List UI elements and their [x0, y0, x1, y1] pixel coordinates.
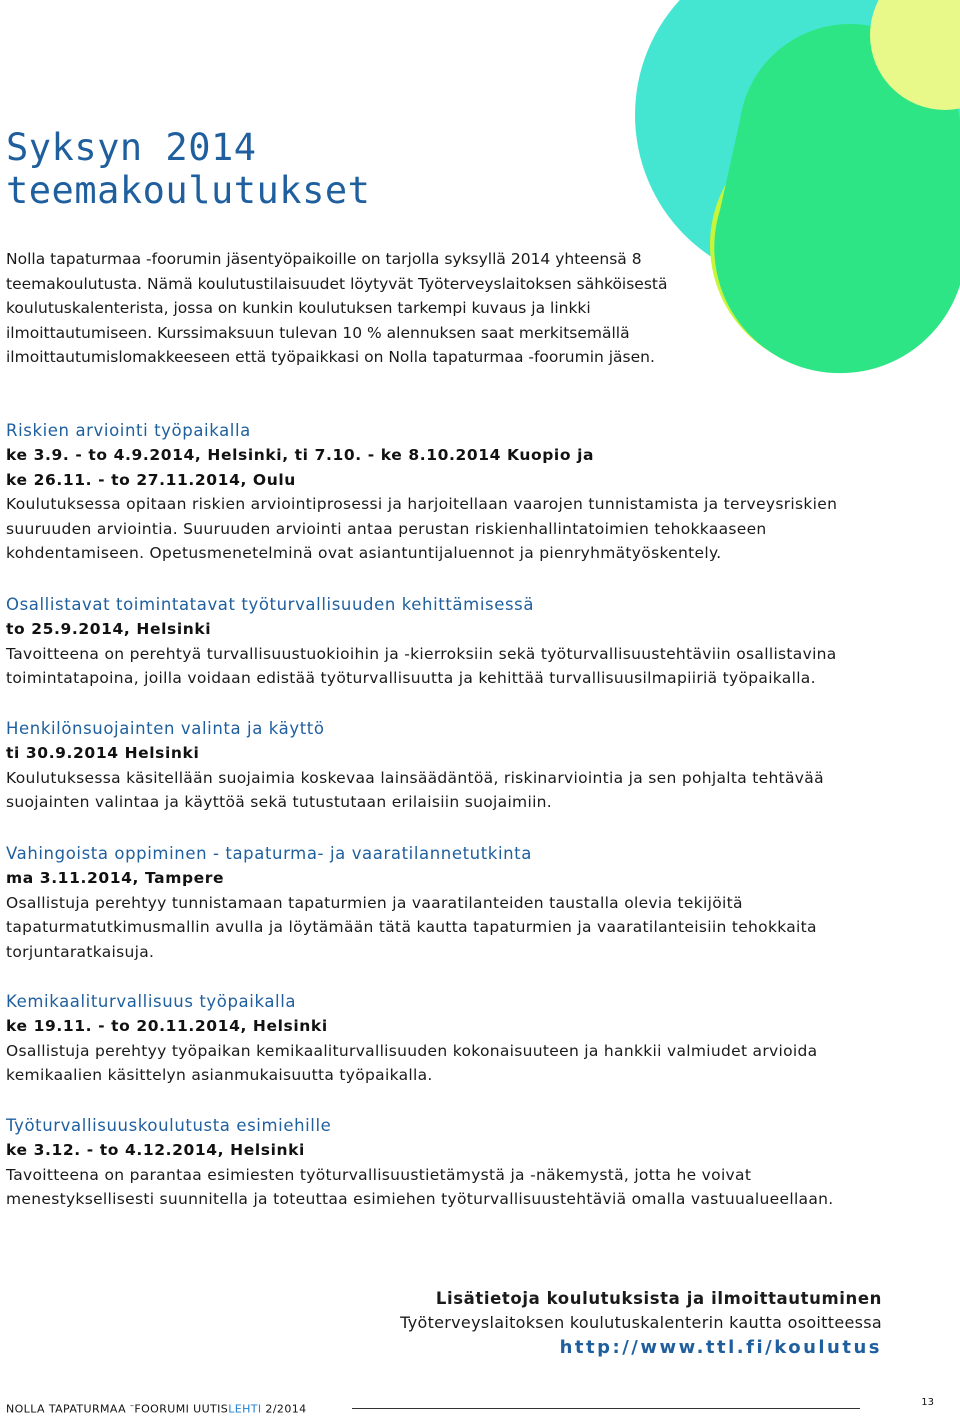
- desc-line: Koulutuksessa käsitellään suojaimia koskevaa lainsäädäntöä, riskinarviointia ja sen pohjalta tehtävää: [6, 768, 824, 787]
- course-description: [6, 891, 906, 965]
- desc-line: suuruuden arviointia. Suuruuden arviointi antaa perustan riskienhallintatoimien tehokkaaseen: [6, 519, 767, 538]
- desc-line: torjuntaratkaisuja.: [6, 942, 155, 961]
- course-title: Osallistavat toimintatavat työturvallisuuden kehittämisessä: [6, 595, 535, 614]
- date-line: ke 3.12. - to 4.12.2014, Helsinki: [6, 1141, 305, 1159]
- course-description: [6, 492, 906, 566]
- mag-highlight: LEHTI: [228, 1402, 262, 1416]
- mag-prefix: NOLLA TAPATURMAA: [6, 1402, 130, 1416]
- desc-line: Koulutuksessa opitaan riskien arviointiprosessi ja harjoitellaan vaarojen tunnistamista ja terveysriskien: [6, 495, 838, 513]
- desc-line: Osallistuja perehtyy tunnistamaan tapaturmien ja vaaratilanteiden taustalla olevia tekijöitä: [6, 893, 743, 912]
- page-number: 13: [921, 1397, 934, 1408]
- page-footer: [6, 1396, 936, 1416]
- course-henkilonsuojaimet: [6, 716, 906, 815]
- course-title: Kemikaaliturvallisuus työpaikalla: [6, 992, 297, 1011]
- mag-dash: –: [129, 1401, 135, 1410]
- course-dates: [6, 741, 906, 766]
- desc-line: kohdentamiseen. Opetusmenetelminä ovat asiantuntijaluennot ja pienryhmätyöskentely.: [6, 544, 722, 562]
- more-info-text: Työterveyslaitoksen koulutuskalenterin kautta osoitteessa: [400, 1313, 882, 1332]
- course-description: [6, 642, 906, 691]
- desc-line: Osallistuja perehtyy työpaikan kemikaaliturvallisuuden kokonaisuuteen ja hankkii valmiudet arvioida: [6, 1041, 818, 1060]
- date-line: ke 26.11. - to 27.11.2014, Oulu: [6, 470, 296, 489]
- mag-mid: FOORUMI UUTIS: [134, 1402, 229, 1416]
- course-dates: [6, 866, 906, 891]
- issue-number: 2/2014: [261, 1402, 307, 1416]
- course-kemikaaliturvallisuus: [6, 989, 906, 1088]
- intro-line: koulutuskalenterista, jossa on kunkin koulutuksen tarkempi kuvaus ja linkki: [6, 299, 591, 318]
- desc-line: menestyksellisesti suunnitella ja toteuttaa esimiehen työturvallisuustehtäviä omalla vastuualueellaan.: [6, 1190, 834, 1208]
- course-description: [6, 1163, 906, 1212]
- course-dates: [6, 443, 906, 492]
- intro-line: Nolla tapaturmaa -foorumin jäsentyöpaikoille on tarjolla syksyllä 2014 yhteensä 8: [6, 250, 642, 268]
- footer-rule: [352, 1408, 860, 1409]
- course-dates: [6, 1014, 906, 1039]
- course-riskien-arviointi: [6, 418, 906, 566]
- intro-line: ilmoittautumiseen. Kurssimaksuun tulevan 10 % alennuksen saat merkitsemällä: [6, 323, 630, 342]
- desc-line: suojainten valintaa ja käyttöä sekä tutustutaan erilaisiin suojaimiin.: [6, 793, 553, 811]
- intro-line: ilmoittautumislomakkeeseen että työpaikkasi on Nolla tapaturmaa -foorumin jäsen.: [6, 348, 655, 367]
- course-description: [6, 1039, 906, 1088]
- course-title: Vahingoista oppiminen - tapaturma- ja vaaratilannetutkinta: [6, 844, 532, 863]
- magazine-name: [6, 1397, 307, 1419]
- intro-line: teemakoulutusta. Nämä koulutustilaisuudet löytyvät Työterveyslaitoksen sähköisestä: [6, 274, 668, 293]
- more-info-heading: Lisätietoja koulutuksista ja ilmoittautuminen: [435, 1289, 882, 1308]
- desc-line: toimintatapoina, joilla voidaan edistää työturvallisuutta ja kehittää turvallisuusilmapiiriä työpaikalla.: [6, 669, 816, 687]
- course-dates: [6, 617, 906, 642]
- desc-line: Tavoitteena on parantaa esimiesten työturvallisuustietämystä ja -näkemystä, jotta he voivat: [6, 1165, 752, 1184]
- date-line: ke 19.11. - to 20.11.2014, Helsinki: [6, 1017, 328, 1035]
- koulutus-link[interactable]: http://www.ttl.fi/koulutus: [559, 1337, 882, 1358]
- date-line: ti 30.9.2014 Helsinki: [6, 744, 200, 762]
- course-title: Työturvallisuuskoulutusta esimiehille: [6, 1116, 332, 1135]
- more-info-box: [282, 1287, 882, 1361]
- intro-paragraph: [6, 247, 746, 370]
- title-line-1: Syksyn 2014: [6, 126, 257, 169]
- desc-line: Tavoitteena on perehtyä turvallisuustuokioihin ja -kierroksiin sekä työturvallisuustehtäviin osallistavina: [6, 644, 837, 663]
- page-title: [6, 126, 370, 212]
- course-title: Henkilönsuojainten valinta ja käyttö: [6, 719, 325, 738]
- title-line-2: teemakoulutukset: [6, 169, 371, 212]
- date-line: ke 3.9. - to 4.9.2014, Helsinki, ti 7.10. - ke 8.10.2014 Kuopio ja: [6, 446, 595, 464]
- desc-line: tapaturmatutkimusmallin avulla ja löytämään tätä kautta tapaturmien ja vaaratilanteisiin tehokkaita: [6, 918, 817, 936]
- date-line: ma 3.11.2014, Tampere: [6, 869, 225, 887]
- course-title: Riskien arviointi työpaikalla: [6, 421, 251, 440]
- course-vahingoista-oppiminen: [6, 841, 906, 964]
- date-line: to 25.9.2014, Helsinki: [6, 620, 212, 638]
- course-osallistavat-toimintatavat: [6, 592, 906, 691]
- course-dates: [6, 1138, 906, 1163]
- desc-line: kemikaalien käsittelyn asianmukaisuutta työpaikalla.: [6, 1066, 433, 1084]
- course-tyoturvallisuus-esimiehille: [6, 1113, 906, 1212]
- course-description: [6, 766, 906, 815]
